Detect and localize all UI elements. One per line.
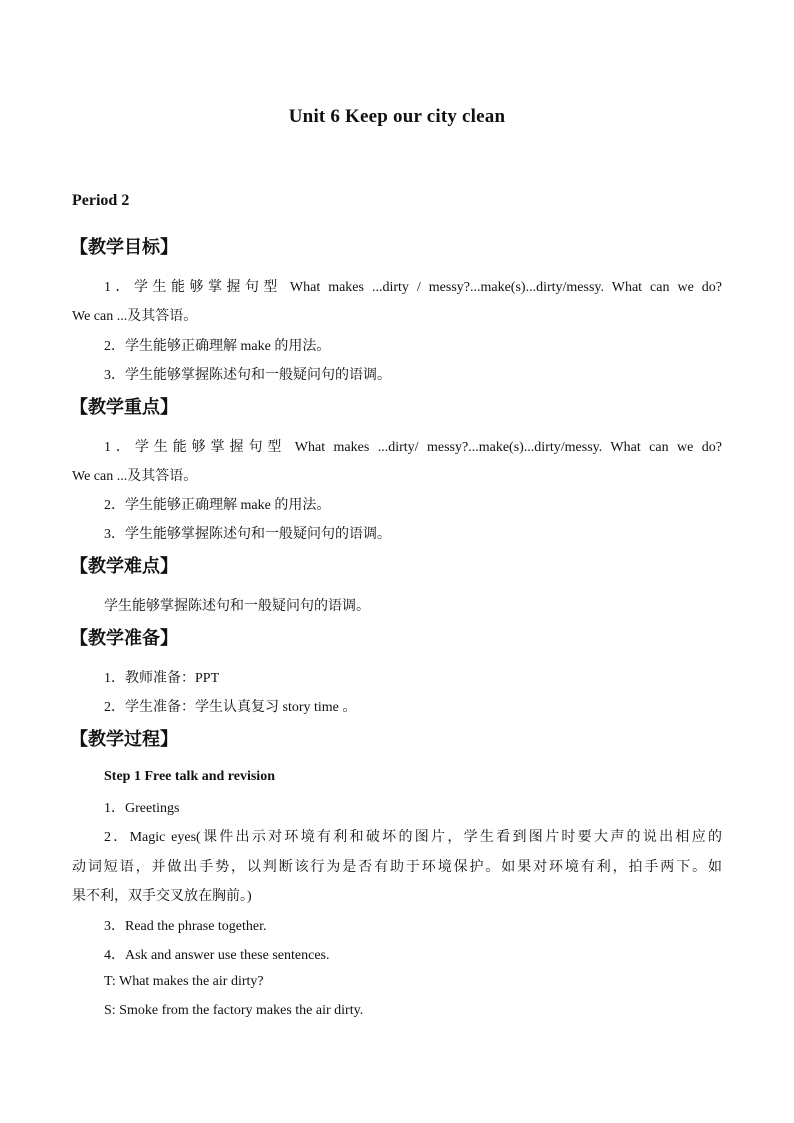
step-1-title: Step 1 Free talk and revision xyxy=(104,769,275,784)
process-item-2-line-1: 2．Magic eyes(课件出示对环境有利和破坏的图片，学生看到图片时要大声的说出相应的 xyxy=(104,830,722,845)
dialog-line-teacher: T: What makes the air dirty? xyxy=(104,974,264,989)
period-label: Period 2 xyxy=(72,192,130,209)
preparation-item-1: 1．教师准备：PPT xyxy=(104,671,220,686)
objectives-item-1-line-2: We can ...及其答语。 xyxy=(72,309,198,324)
section-heading-key-points: 【教学重点】 xyxy=(70,397,178,418)
process-item-4: 4．Ask and answer use these sentences. xyxy=(104,948,330,963)
difficulties-text: 学生能够掌握陈述句和一般疑问句的语调。 xyxy=(104,599,370,614)
process-item-2-line-3: 果不利，双手交叉放在胸前。) xyxy=(72,889,252,904)
process-item-2-line-2: 动词短语，并做出手势，以判断该行为是否有助于环境保护。如果对环境有利，拍手两下。如 xyxy=(72,860,722,875)
key-points-item-1-line-2: We can ...及其答语。 xyxy=(72,469,198,484)
process-item-3: 3．Read the phrase together. xyxy=(104,919,267,934)
dialog-line-student: S: Smoke from the factory makes the air dirty. xyxy=(104,1003,364,1018)
preparation-item-2: 2．学生准备：学生认真复习 story time 。 xyxy=(104,700,357,715)
objectives-item-1-line-1: 1．学生能够掌握句型 What makes ...dirty / messy?...make(s)...dirty/messy. What can we do? xyxy=(104,280,722,295)
section-heading-preparation: 【教学准备】 xyxy=(70,628,178,649)
process-item-1: 1．Greetings xyxy=(104,801,180,816)
key-points-item-2: 2．学生能够正确理解 make 的用法。 xyxy=(104,498,331,513)
section-heading-process: 【教学过程】 xyxy=(70,729,178,750)
document-title: Unit 6 Keep our city clean xyxy=(288,106,506,127)
objectives-item-3: 3．学生能够掌握陈述句和一般疑问句的语调。 xyxy=(104,368,391,383)
key-points-item-1-line-1: 1．学生能够掌握句型 What makes ...dirty/ messy?...make(s)...dirty/messy. What can we do? xyxy=(104,440,722,455)
key-points-item-3: 3．学生能够掌握陈述句和一般疑问句的语调。 xyxy=(104,527,391,542)
objectives-item-2: 2．学生能够正确理解 make 的用法。 xyxy=(104,339,331,354)
section-heading-difficulties: 【教学难点】 xyxy=(70,556,178,577)
section-heading-objectives: 【教学目标】 xyxy=(70,237,178,258)
